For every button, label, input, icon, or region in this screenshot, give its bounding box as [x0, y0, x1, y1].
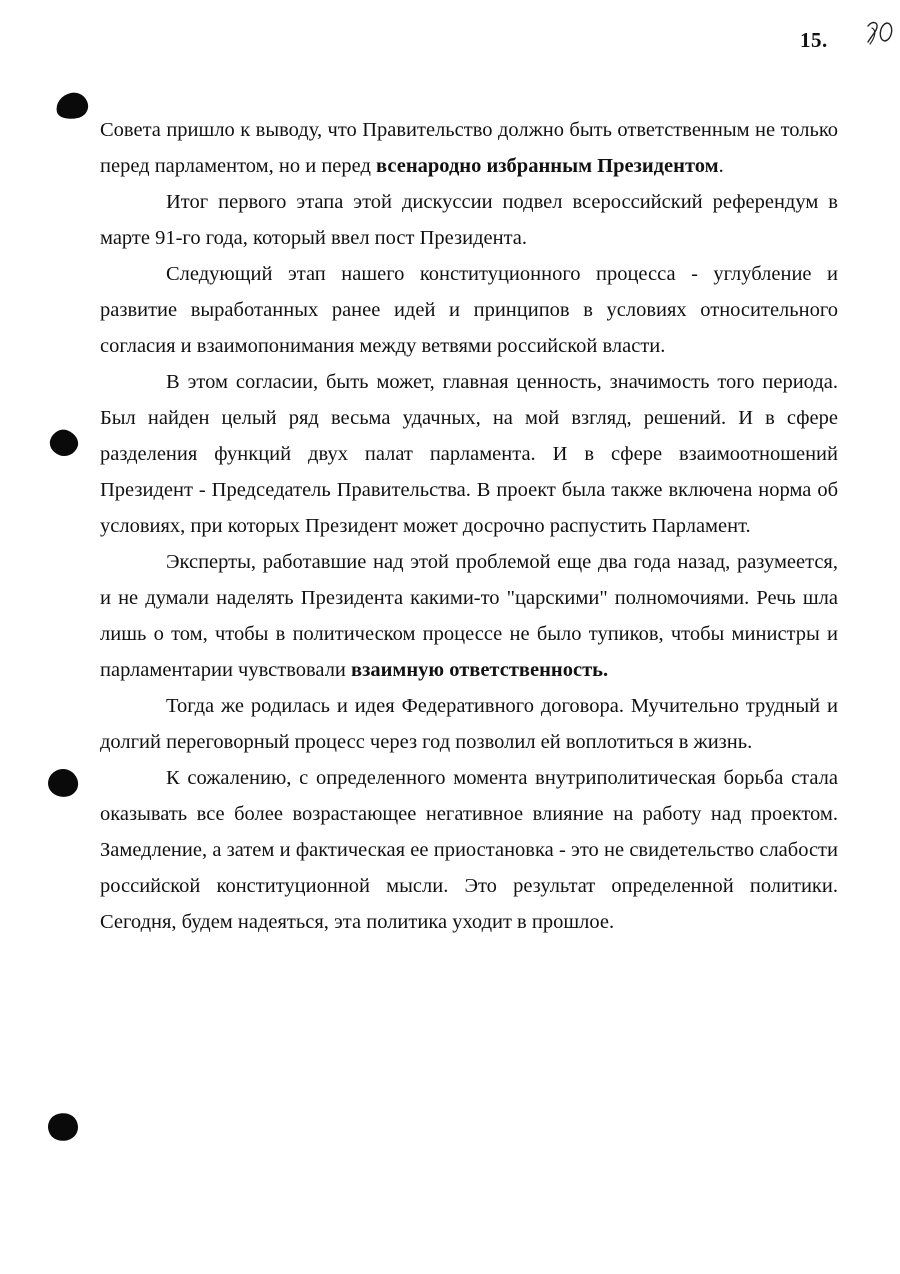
paragraph: В этом согласии, быть может, главная ценность, значимость того периода. Был найден целый ряд весьма удачных, на мой взгляд, решений. И в сфере разделения функций двух палат парламента. И в сфере взаимоотношений Президент - Председатель Правительства. В проект была также включена норма об условиях, при которых Президент может досрочно распустить Парламент.: [100, 371, 838, 537]
punch-hole-mark: [54, 90, 91, 122]
punch-hole-mark: [46, 426, 81, 460]
paragraph: Тогда же родилась и идея Федеративного договора. Мучительно трудный и долгий переговорный процесс через год позволил ей воплотиться в жизнь.: [100, 695, 838, 753]
page-number: 15.: [800, 28, 828, 52]
bold-phrase: взаимную ответственность.: [351, 659, 609, 681]
paragraph: Итог первого этапа этой дискуссии подвел всероссийский референдум в марте 91-го года, который ввел пост Президента.: [100, 191, 838, 249]
paragraph: К сожалению, с определенного момента внутриполитическая борьба стала оказывать все более возрастающее негативное влияние на работу над проектом. Замедление, а затем и фактическая ее приостановка - это не свидетельство слабости российской конституционной мысли. Это результат определенной политики. Сегодня, будем надеяться, эта политика уходит в прошлое.: [100, 767, 838, 933]
paragraph: Эксперты, работавшие над этой проблемой еще два года назад, разумеется, и не думали наделять Президента какими-то "царскими" полномочиями. Речь шла лишь о том, чтобы в политическом процессе не было тупиков, чтобы министры и парламентарии чувствовали взаимную ответственность.: [100, 551, 838, 681]
punch-hole-mark: [46, 767, 80, 799]
document-body: [100, 112, 838, 940]
paragraph: Следующий этап нашего конституционного процесса - углубление и развитие выработанных ранее идей и принципов в условиях относительного согласия и взаимопонимания между ветвями российской власти.: [100, 263, 838, 357]
punch-hole-mark: [45, 1110, 81, 1145]
handwritten-page-number: [862, 18, 898, 54]
bold-phrase: всенародно избранным Президентом: [376, 155, 719, 177]
paragraph: Совета пришло к выводу, что Правительство должно быть ответственным не только перед парламентом, но и перед всенародно избранным Президентом.: [100, 119, 838, 177]
